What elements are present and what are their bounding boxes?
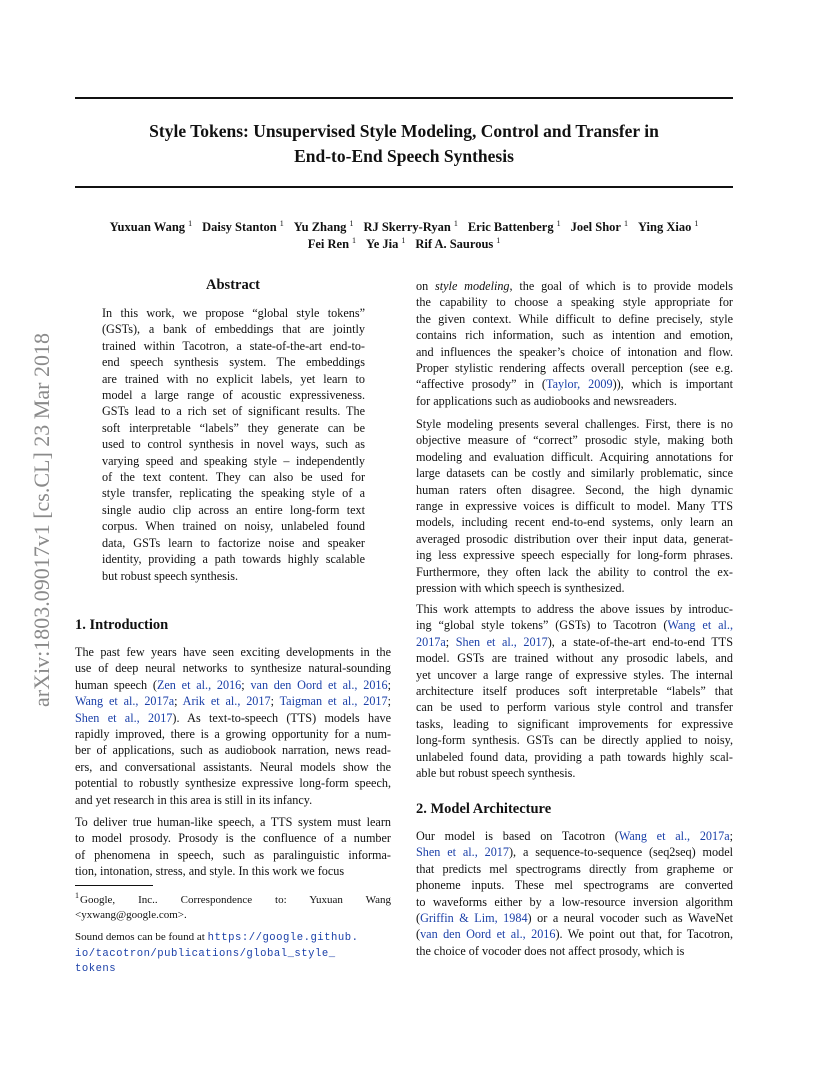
text-line [75,742,391,758]
affiliation-mark: 1 [188,219,193,228]
intro-paragraph-1 [75,644,391,808]
text-run: This work attempts to address the above issues by introduc- [416,602,733,616]
citation-link[interactable]: Taigman et al., 2017 [279,694,388,709]
text-run: Proper stylistic rendering affects overall perception (see e.g. [416,361,733,376]
text-run: ing “global style tokens” (GSTs) to Tacotron ( [416,618,668,633]
title-bottom-rule [75,186,733,188]
text-run: tion, intonation, stress, and style. In this work we focus [75,864,345,879]
demo-url-part[interactable]: https://google.github. [207,932,359,944]
text-line [416,547,733,563]
text-run: ; [445,634,456,649]
text-line [416,894,733,910]
affiliation-mark: 1 [496,236,501,245]
text-run: human speech ( [75,677,157,692]
text-run: the given context. While difficult to define precisely, style [416,311,733,326]
text-run: rapidly improved, there is a growing opportunity for a num- [75,727,391,742]
text-run: long-form synthesis. GSTs can be directly applied to noisy, [416,733,733,748]
text-run: ; [174,694,183,709]
text-line: end speech synthesis system. The embeddings [102,355,365,370]
text-line [416,617,733,633]
text-line [416,943,733,959]
author-name: Yu Zhang $^1$ [293,219,354,234]
text-line [416,482,733,498]
text-run: large datasets can be costly and similarly problematic, since [416,466,733,481]
text-run: Furthermore, they often lack the ability to control the ex- [416,564,733,579]
author-name: Yuxuan Wang $^1$ [109,219,193,234]
title-line: End-to-End Speech Synthesis [294,146,514,166]
intro-paragraph-2 [75,814,391,880]
text-run: ), a state-of-the-art end-to-end TTS [547,634,733,649]
text-line [75,775,391,791]
affiliation-mark: 1 [556,219,561,228]
affiliation-mark: 1 [349,219,354,228]
text-line [416,294,733,310]
text-run: ; [387,694,392,709]
author-name: Ying Xiao $^1$ [637,219,699,234]
text-line: used to control synthesis in novel ways, such as [102,437,365,452]
author-name: Rif A. Saurous $^1$ [415,236,501,251]
text-line [416,749,733,765]
text-run: model. GSTs are trained without any prosodic labels, and [416,651,733,666]
text-line [416,683,733,699]
text-line [416,580,733,596]
text-run: pression with which speech is synthesized. [416,581,625,596]
text-run: contains rich information, such as intention and emotion, [416,328,733,343]
text-run: ; [241,677,251,692]
right-paragraph-4 [416,828,733,959]
text-line [416,732,733,748]
text-line [416,449,733,465]
text-line [416,667,733,683]
demo-url-part[interactable]: tokens [75,963,117,975]
text-run: Style modeling presents several challenges. First, there is no [416,417,733,431]
text-run: ; [270,694,280,709]
text-line: are trained with no explicit labels, yet learn to [102,371,365,386]
text-line [416,344,733,360]
text-run: the capability to choose a speaking style appropriate for [416,295,733,310]
text-run: human raters often disagree. Second, the high dynamic [416,482,733,497]
citation-link[interactable]: 2017a [416,634,446,649]
text-run: ) or a neural vocoder such as WaveNet [527,911,733,926]
text-run: can be used to perform various style control and transfer [416,700,733,715]
text-line [75,759,391,775]
text-run: Our model is based on Tacotron ( [416,829,619,843]
citation-link[interactable]: Wang et al., 2017a [75,694,175,709]
text-run: tasks, leading to significant improvements for expressive [416,716,733,731]
text-run: ( [416,911,421,926]
text-run: phoneme inputs. These mel spectrograms are converted [416,878,733,893]
text-line: trained within Tacotron, a state-of-the-art end-to- [102,338,365,353]
affiliation-mark: 1 [453,219,458,228]
text-line [75,710,391,726]
text-line: In this work, we propose “global style tokens” [102,306,365,320]
text-run: ). We point out that, for Tacotron, [555,927,733,942]
text-line [416,564,733,580]
text-line: of the text content. They can also be used for [102,470,365,485]
abstract-heading: Abstract [206,277,260,293]
text-line [75,792,391,808]
citation-link[interactable]: Shen et al., 2017 [416,845,509,860]
author-name: Ye Jia $^1$ [366,236,406,251]
text-line: model a large range of acoustic expressiveness. [102,388,365,403]
text-run: modeling and evaluation difficult. Acquiring annotations for [416,449,733,464]
footnote-mark: 1 [75,891,79,900]
text-line [416,765,733,781]
right-paragraph-1 [416,278,733,409]
text-run: the choice of vocoder does not affect prosody, which is [416,943,685,958]
text-run: range in expressive voices is difficult to model. Many TTS [416,499,733,514]
text-line [416,393,733,409]
text-line [75,677,391,693]
author-name: Fei Ren $^1$ [307,236,357,251]
author-list-row-2 [75,232,733,253]
text-line [75,693,391,709]
text-line [75,830,391,846]
text-line [416,634,733,650]
text-line: but robust speech synthesis. [102,568,239,583]
emphasis-text: style modeling [435,279,510,293]
text-run: and influences the speaker’s choice of intonation and flow. [416,344,733,359]
text-line [416,716,733,732]
author-name: Daisy Stanton $^1$ [202,219,284,234]
text-line [416,926,733,942]
text-line [416,650,733,666]
text-line: corpus. When trained on noisy, unlabeled found [102,519,365,534]
text-line [416,910,733,926]
demo-note [75,930,405,978]
text-run: ), a sequence-to-sequence (seq2seq) model [509,845,734,860]
text-run: averaged prosodic distribution over their input data, generat- [416,531,733,546]
text-run: potential to robustly synthesize expressive long-form speech, [75,776,391,791]
text-line: GSTs lead to a rich set of significant results. The [102,404,365,419]
footnote-email: <yxwang@google.com>. [75,909,187,921]
text-run: and yet research in this area is still in its infancy. [75,792,313,807]
text-run: yet uncover a large range of expressive styles. The internal [416,667,733,682]
citation-link[interactable]: Taylor, 2009 [546,377,613,392]
text-run: models, including recent end-to-end systems, only learn an [416,515,733,530]
text-line [416,828,733,844]
author-name: Eric Battenberg $^1$ [467,219,561,234]
text-line [416,514,733,530]
text-line [416,877,733,893]
text-run: To deliver true human-like speech, a TTS system must learn [75,815,391,829]
top-rule [75,97,733,99]
text-run: The past few years have seen exciting developments in the [75,645,391,659]
text-run: )), which is important [612,377,733,392]
text-line: data, GSTs learn to factorize noise and speaker [102,535,365,550]
text-run: to model prosody. Prosody is the confluence of a number [75,831,391,846]
text-line [416,465,733,481]
affiliation-mark: 1 [279,219,284,228]
text-line [416,498,733,514]
author-name: RJ Skerry-Ryan $^1$ [363,219,458,234]
footnote-line: $^1$Google, Inc.. Correspondence to: Yuxuan Wang [75,891,391,906]
text-line [416,416,733,432]
text-line: single audio clip across an entire long-form text [102,502,365,517]
text-line: varying speed and speaking style – independently [102,453,365,468]
text-run: ers, and conversational assistants. Neural models show the [75,759,391,774]
author-name: Joel Shor $^1$ [570,219,628,234]
citation-link[interactable]: Griffin & Lim, 1984 [420,911,528,926]
arxiv-identifier: arXiv:1803.09017v1 [cs.CL] 23 Mar 2018 [29,333,54,707]
text-line: identity, providing a path towards highly scalable [102,552,365,567]
model-architecture-heading: 2. Model Architecture [416,801,552,817]
text-line [75,726,391,742]
text-run: ber of applications, such as audiobook narration, news read- [75,743,391,758]
citation-link[interactable]: Arik et al., 2017 [182,694,271,709]
citation-link[interactable]: Zen et al., 2016 [156,677,242,692]
right-paragraph-3 [416,601,733,781]
demo-line: Sound demos can be found at https://google.github. [75,931,359,944]
text-line [416,376,733,392]
text-run: architecture itself produces soft interpretable “labels” that [416,684,733,699]
paper-title [75,119,733,169]
text-line [75,814,391,830]
abstract-body [102,305,365,584]
text-line [416,311,733,327]
title-line: Style Tokens: Unsupervised Style Modeling, Control and Transfer in [149,121,659,141]
text-line [75,660,391,676]
citation-link[interactable]: Shen et al., 2017 [455,634,548,649]
text-run: of phenomena in speech, such as paralinguistic informa- [75,847,391,862]
text-run: use of deep neural networks to synthesize natural-sounding [75,661,391,676]
text-run: “affective prosody” in ( [416,377,546,392]
text-run: ; [729,829,733,843]
demo-url-part[interactable]: io/tacotron/publications/global_style_ [75,947,336,960]
text-run: unlabeled found data, providing a path towards highly scal- [416,749,733,764]
text-line [75,863,391,879]
text-line: (GSTs), a bank of embeddings that are jointly [102,322,365,337]
text-run: that predicts mel spectrograms directly from grapheme or [416,861,733,876]
text-line [416,531,733,547]
text-run: ). As text-to-speech (TTS) models have [172,710,391,725]
citation-link[interactable]: van den Oord et al., 2016 [420,927,556,942]
text-line [416,360,733,376]
text-line [416,861,733,877]
text-line: soft interpretable “labels” they generate can be [102,420,365,435]
text-run: ( [416,927,421,942]
right-paragraph-2 [416,416,733,596]
affiliation-mark: 1 [352,236,357,245]
text-run: ; [387,677,391,692]
text-line: style transfer, replicating the speaking style of a [102,486,365,501]
text-line [75,644,391,660]
citation-link[interactable]: Wang et al., 2017a [618,829,730,843]
text-run: , the goal of which is to provide models [509,279,733,293]
text-line [75,847,391,863]
citation-link[interactable]: van den Oord et al., 2016 [250,677,388,692]
footnote [75,888,391,923]
affiliation-mark: 1 [623,219,628,228]
text-run: ing less expressive speech especially for long-form phrases. [416,548,733,563]
text-line [416,601,733,617]
text-line [416,278,733,294]
footnote-rule [75,885,153,886]
text-line [416,327,733,343]
citation-link[interactable]: Wang et al., [667,618,733,633]
text-line [416,432,733,448]
text-line [416,844,733,860]
text-run: on [416,279,436,293]
text-line [416,699,733,715]
text-run: for applications such as audiobooks and newsreaders. [416,393,677,408]
text-run: to waveforms either by a low-resource inversion algorithm [416,894,733,909]
text-run: objective measure of “correct” prosodic style, making both [416,433,733,448]
introduction-heading: 1. Introduction [75,617,169,633]
affiliation-mark: 1 [694,219,699,228]
citation-link[interactable]: Shen et al., 2017 [75,710,173,725]
affiliation-mark: 1 [401,236,406,245]
text-run: able but robust speech synthesis. [416,766,576,781]
